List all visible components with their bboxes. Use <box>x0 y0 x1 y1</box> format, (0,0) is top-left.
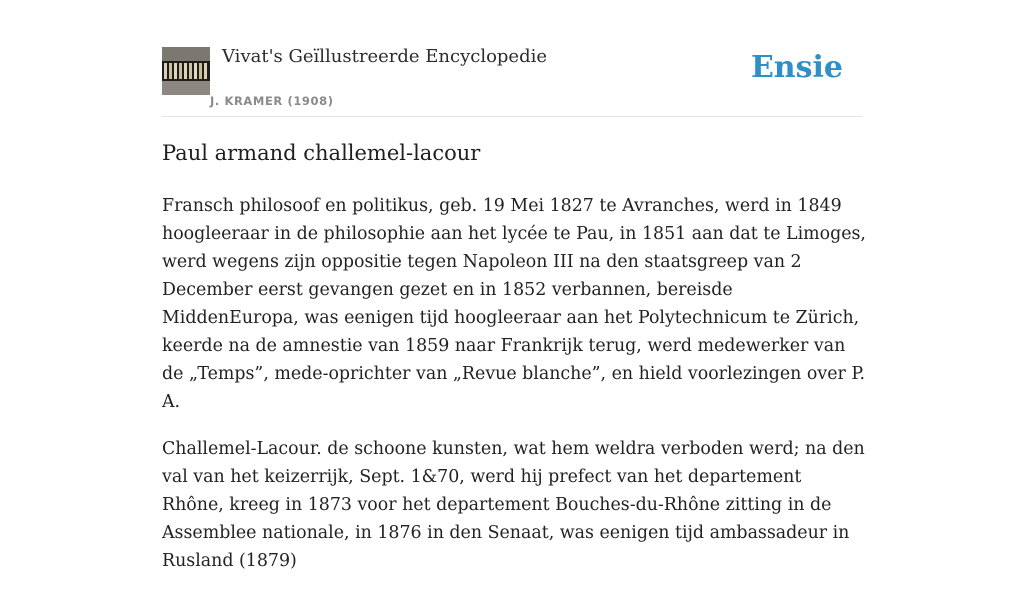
source-title[interactable]: Vivat's Geïllustreerde Encyclopedie <box>222 46 548 67</box>
source-header <box>162 0 862 117</box>
source-avatar[interactable] <box>162 47 210 95</box>
source-author: J. KRAMER (1908) <box>210 94 334 108</box>
entry-body <box>162 192 867 594</box>
ensie-logo[interactable]: Ensie <box>750 50 843 85</box>
entry-title: Paul armand challemel-lacour <box>162 141 481 165</box>
entry-paragraph: Fransch philosoof en politikus, geb. 19 Mei 1827 te Avranches, werd in 1849 hoogleeraar in de philosophie aan het lycée te Pau, in 1851 aan dat te Limoges, werd wegens zijn oppositie tegen Napoleon III na den staatsgreep van 2 December eerst gevangen gezet en in 1852 verbannen, bereisde MiddenEuropa, was eenigen tijd hoogleeraar aan het Polytechnicum te Zürich, keerde na de amnestie van 1859 naar Frankrijk terug, werd medewerker van de „Temps”, mede-oprichter van „Revue blanche”, en hield voorlezingen over P. A. <box>162 196 866 412</box>
books-icon <box>162 47 210 95</box>
entry-paragraph: Challemel-Lacour. de schoone kunsten, wat hem weldra verboden werd; na den val van het keizerrijk, Sept. 1&70, werd hij prefect van het departement Rhône, kreeg in 1873 voor het departement Bouches-du-Rhône zitting in de Assemblee nationale, in 1876 in den Senaat, was eenigen tijd ambassadeur in Rusland (1879) <box>162 439 865 571</box>
